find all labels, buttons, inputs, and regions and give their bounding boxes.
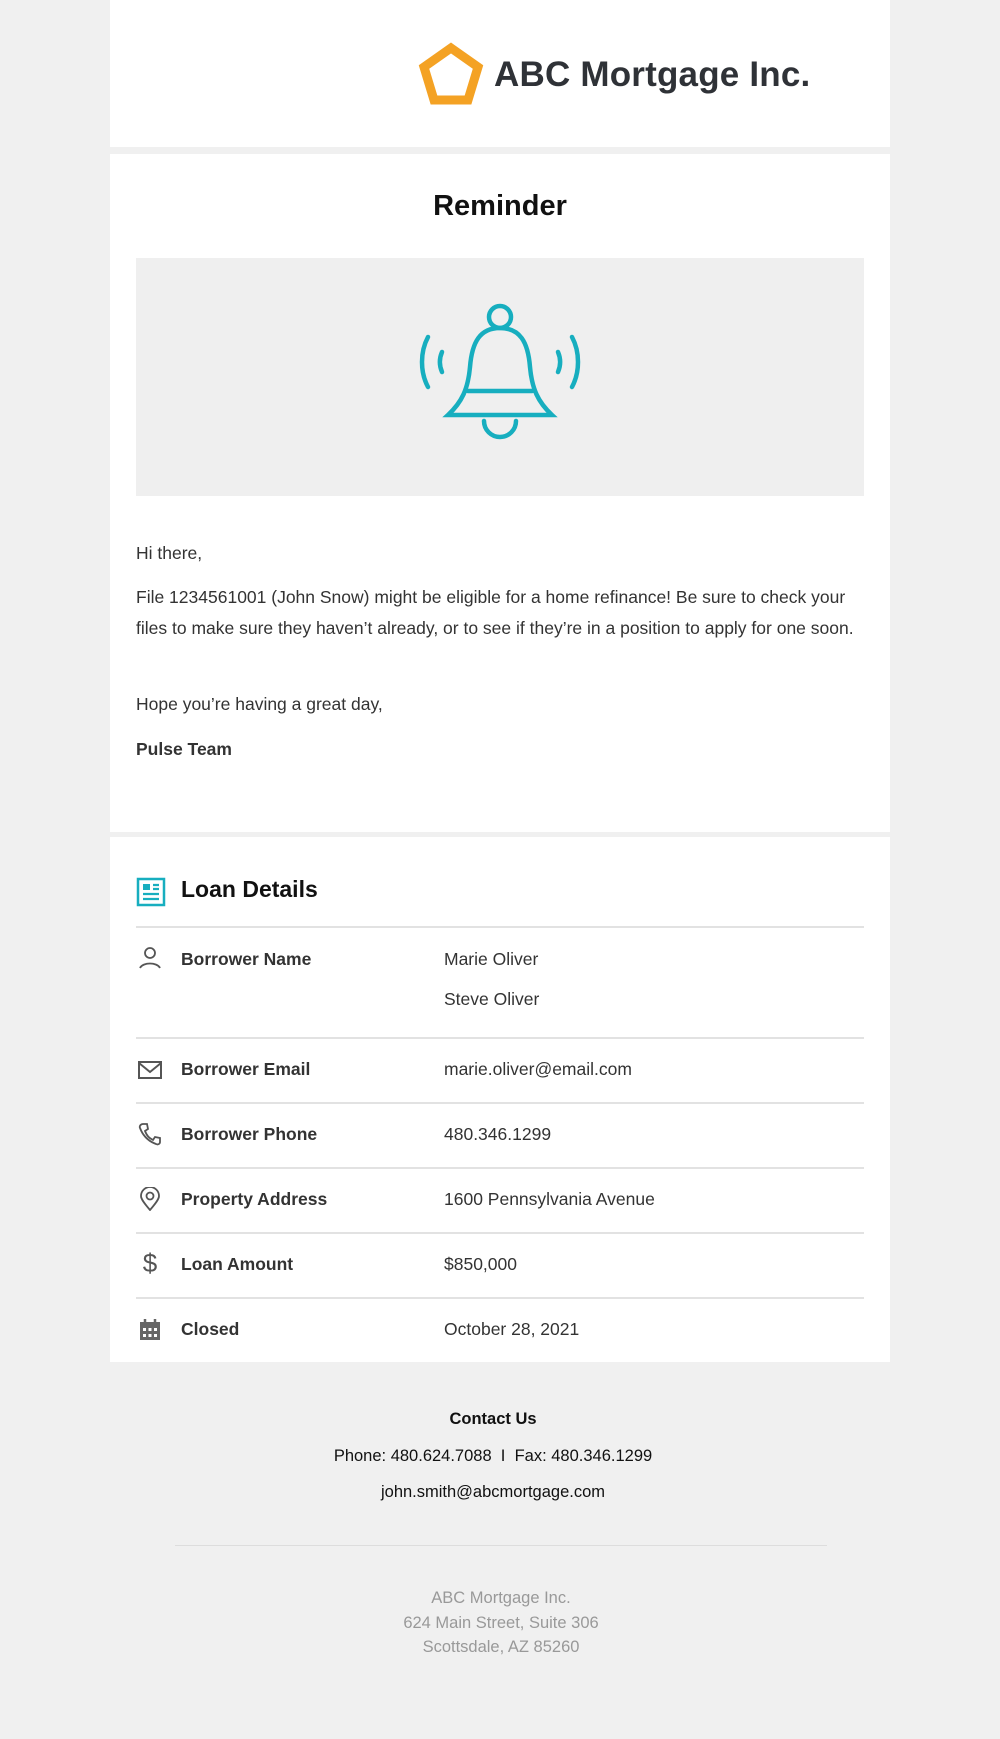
address-line-3: Scottsdale, AZ 85260 [422, 1638, 580, 1656]
bell-icon [410, 297, 590, 457]
footer-divider [175, 1545, 827, 1546]
greeting: Hi there, [136, 543, 203, 563]
label-borrower-name: Borrower Name [181, 949, 312, 969]
divider [136, 1167, 864, 1169]
calendar-icon [138, 1318, 162, 1342]
newspaper-icon [136, 877, 166, 907]
address-line-1: ABC Mortgage Inc. [431, 1589, 571, 1607]
reminder-card [110, 154, 890, 832]
body-text: File 1234561001 (John Snow) might be eligible for a home refinance! Be sure to check your files to make sure they haven’t already, or to see if they’re in a position to apply for one soon. [136, 587, 854, 638]
divider [136, 1102, 864, 1104]
label-borrower-phone: Borrower Phone [181, 1124, 318, 1144]
label-closed: Closed [181, 1319, 240, 1339]
logo[interactable] [418, 42, 810, 108]
section-title: Loan Details [181, 876, 318, 902]
divider [136, 926, 864, 928]
label-loan-amount: Loan Amount [181, 1254, 294, 1274]
divider [136, 1297, 864, 1299]
user-icon [138, 946, 162, 970]
contact-phone-fax: Phone: 480.624.7088 I Fax: 480.346.1299 [333, 1447, 653, 1465]
value-property-address: 1600 Pennsylvania Avenue [444, 1189, 655, 1209]
value-borrower-name-2: Steve Oliver [444, 989, 540, 1009]
label-property-address: Property Address [181, 1189, 328, 1209]
company-name: ABC Mortgage Inc. [494, 55, 811, 94]
pentagon-logo-icon [418, 42, 484, 108]
header [110, 0, 890, 147]
mail-icon [138, 1058, 162, 1082]
address-line-2: 624 Main Street, Suite 306 [403, 1614, 599, 1632]
phone-icon [138, 1122, 162, 1146]
divider [136, 1232, 864, 1234]
divider [136, 1037, 864, 1039]
value-borrower-email[interactable]: marie.oliver@email.com [444, 1059, 632, 1079]
page-title: Reminder [433, 190, 567, 222]
value-borrower-phone[interactable]: 480.346.1299 [444, 1124, 552, 1144]
map-pin-icon [138, 1187, 162, 1211]
label-borrower-email: Borrower Email [181, 1059, 311, 1079]
value-borrower-name-1: Marie Oliver [444, 949, 539, 969]
closing: Hope you’re having a great day, [136, 694, 383, 714]
contact-title: Contact Us [449, 1410, 537, 1428]
value-loan-amount: $850,000 [444, 1254, 517, 1274]
signature: Pulse Team [136, 739, 232, 759]
hero-banner [136, 258, 864, 496]
value-closed: October 28, 2021 [444, 1319, 580, 1339]
loan-details-card [110, 837, 890, 1362]
contact-email[interactable]: john.smith@abcmortgage.com [380, 1483, 605, 1501]
dollar-icon: $ [142, 1248, 158, 1278]
